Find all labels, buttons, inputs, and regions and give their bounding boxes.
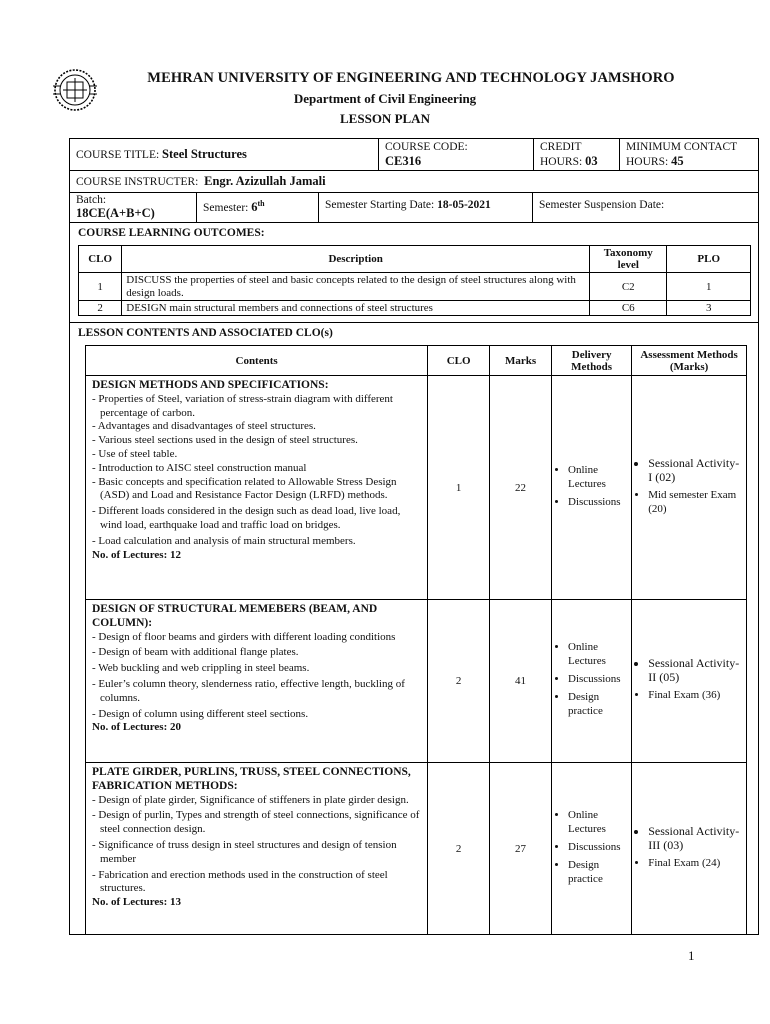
- course-title-label: COURSE TITLE:: [76, 149, 160, 161]
- list-item: • Online Lectures: [568, 808, 627, 836]
- contact-hours-cell: [619, 139, 760, 170]
- table-row: [86, 376, 747, 600]
- delivery-methods: [552, 763, 632, 935]
- lesson-clo: 2: [428, 600, 490, 763]
- delivery-methods: [552, 600, 632, 763]
- list-item: • Design practice: [568, 858, 627, 886]
- semester-superscript: th: [257, 199, 265, 208]
- clo-plo: 1: [667, 273, 751, 301]
- suspension-date-cell: [532, 192, 760, 222]
- clo-plo: 3: [667, 301, 751, 316]
- list-item: - Euler’s column theory, slenderness ratio, effective length, buckling of columns.: [92, 677, 405, 704]
- credit-hours-label: HOURS:: [540, 156, 583, 168]
- lesson-plan-frame: [69, 138, 759, 935]
- list-item: • Discussions: [568, 495, 627, 509]
- lesson-marks: 27: [490, 763, 552, 935]
- list-item: - Basic concepts and specification related to Allowable Stress Design (ASD) and Load and Resistance Factor Design (LRFD) methods.: [92, 475, 397, 502]
- list-item: • Final Exam (24): [648, 856, 742, 870]
- semester-value: 6: [251, 199, 258, 214]
- clo-header-row: [79, 246, 751, 273]
- document-header: [0, 70, 770, 127]
- list-item: • Sessional Activity-I (02): [648, 456, 742, 484]
- list-item: • Sessional Activity-II (05): [648, 656, 742, 684]
- start-date-label: Semester Starting Date:: [325, 199, 435, 211]
- clo-number: 2: [79, 301, 122, 316]
- clo-taxonomy: C6: [590, 301, 667, 316]
- lesson-contents-cell: [86, 763, 428, 935]
- clo-number: 1: [79, 273, 122, 301]
- table-row: [79, 301, 751, 316]
- list-item: - Design of column using different steel sections.: [92, 707, 309, 720]
- batch-value: 18CE(A+B+C): [76, 206, 155, 220]
- lesson-clo: 1: [428, 376, 490, 600]
- lecture-count: No. of Lectures: 13: [92, 896, 181, 909]
- list-item: - Design of purlin, Types and strength of steel connections, significance of steel connection design.: [92, 809, 420, 836]
- credit-hours-value: 03: [585, 154, 598, 168]
- list-item: • Online Lectures: [568, 463, 627, 491]
- list-item: - Significance of truss design in steel structures and design of tension member: [92, 838, 397, 865]
- table-row: [79, 273, 751, 301]
- list-item: • Mid semester Exam (20): [648, 488, 742, 516]
- list-item: • Design practice: [568, 690, 627, 718]
- list-item: - Introduction to AISC steel construction manual: [92, 461, 307, 474]
- plo-col-header: PLO: [667, 246, 751, 273]
- start-date-value: 18-05-2021: [437, 199, 491, 211]
- assessment-col-header: Assessment Methods (Marks): [632, 346, 747, 376]
- list-item: • Final Exam (36): [648, 688, 742, 702]
- lesson-contents-cell: [86, 376, 428, 600]
- instructor-row: [70, 170, 758, 193]
- list-item: - Use of steel table.: [92, 447, 178, 460]
- lesson-topic-title: DESIGN METHODS AND SPECIFICATIONS:: [92, 379, 329, 391]
- list-item: - Different loads considered in the design such as dead load, live load, wind load, earthquake load and traffic load on bridges.: [92, 505, 401, 531]
- semester-label: Semester:: [203, 201, 249, 214]
- clo-table: [78, 245, 751, 316]
- course-info-row: [70, 139, 758, 171]
- credit-label: CREDIT: [540, 141, 582, 153]
- contents-col-header: Contents: [86, 346, 428, 376]
- lesson-marks: 22: [490, 376, 552, 600]
- assessment-methods: [632, 600, 747, 763]
- university-name: MEHRAN UNIVERSITY OF ENGINEERING AND TECHNOLOGY JAMSHORO: [147, 70, 675, 86]
- marks-col-header: Marks: [490, 346, 552, 376]
- list-item: • Online Lectures: [568, 640, 627, 668]
- course-title-value: Steel Structures: [162, 147, 247, 161]
- lesson-topic-title: DESIGN OF STRUCTURAL MEMEBERS (BEAM, AND COLUMN):: [92, 603, 378, 629]
- instructor-cell: [70, 170, 760, 192]
- instructor-value: Engr. Azizullah Jamali: [204, 174, 326, 188]
- clo-description: DISCUSS the properties of steel and basic concepts related to the design of steel structures along with design loads.: [122, 273, 590, 301]
- list-item: - Design of plate girder, Significance of stiffeners in plate girder design.: [92, 793, 409, 806]
- list-item: • Discussions: [568, 840, 627, 854]
- contact-label: MINIMUM CONTACT: [626, 141, 738, 153]
- lecture-count: No. of Lectures: 12: [92, 548, 181, 561]
- list-item: - Fabrication and erection methods used in the construction of steel structures.: [92, 868, 388, 895]
- batch-cell: [70, 192, 196, 222]
- page-number: 1: [688, 948, 695, 963]
- section-divider: [70, 322, 758, 323]
- table-row: [86, 600, 747, 763]
- clo-section-heading: COURSE LEARNING OUTCOMES:: [78, 227, 265, 239]
- course-code-value: CE316: [385, 154, 422, 168]
- list-item: - Design of beam with additional flange plates.: [92, 646, 299, 659]
- clo-col-header: CLO: [79, 246, 122, 273]
- list-item: - Properties of Steel, variation of stress-strain diagram with different percentage of carbon.: [92, 392, 393, 419]
- department-name: Department of Civil Engineering: [293, 91, 477, 106]
- document-title: LESSON PLAN: [340, 111, 430, 126]
- contact-hours-label: HOURS:: [626, 156, 669, 168]
- clo-taxonomy: C2: [590, 273, 667, 301]
- semester-cell: [196, 192, 318, 222]
- taxonomy-col-header: Taxonomy level: [590, 246, 667, 273]
- table-row: [86, 763, 747, 935]
- credit-hours-cell: [533, 139, 619, 170]
- lesson-section-heading: LESSON CONTENTS AND ASSOCIATED CLO(s): [78, 327, 333, 339]
- list-item: • Sessional Activity-III (03): [648, 824, 742, 852]
- lesson-clo: 2: [428, 763, 490, 935]
- lesson-marks: 41: [490, 600, 552, 763]
- lesson-header-row: [86, 346, 747, 376]
- course-code-cell: [378, 139, 533, 170]
- lecture-count: No. of Lectures: 20: [92, 721, 181, 734]
- list-item: - Advantages and disadvantages of steel structures.: [92, 420, 316, 433]
- lesson-contents-cell: [86, 600, 428, 763]
- assessment-methods: [632, 376, 747, 600]
- delivery-col-header: Delivery Methods: [552, 346, 632, 376]
- delivery-methods: [552, 376, 632, 600]
- list-item: - Web buckling and web crippling in steel beams.: [92, 662, 310, 675]
- contact-hours-value: 45: [671, 154, 684, 168]
- list-item: - Design of floor beams and girders with different loading conditions: [92, 630, 396, 643]
- list-item: - Load calculation and analysis of main structural members.: [92, 534, 356, 547]
- clo-col-header: CLO: [428, 346, 490, 376]
- course-title-cell: [70, 139, 378, 170]
- suspension-date-label: Semester Suspension Date:: [539, 199, 665, 211]
- course-code-label: COURSE CODE:: [385, 141, 468, 153]
- list-item: - Various steel sections used in the design of steel structures.: [92, 434, 358, 447]
- lesson-contents-table: [85, 345, 747, 935]
- instructor-label: COURSE INSTRUCTER:: [76, 176, 199, 188]
- batch-label: Batch:: [76, 194, 107, 206]
- batch-row: [70, 192, 758, 223]
- clo-description: DESIGN main structural members and connections of steel structures: [122, 301, 590, 316]
- description-col-header: Description: [122, 246, 590, 273]
- assessment-methods: [632, 763, 747, 935]
- lesson-topic-title: PLATE GIRDER, PURLINS, TRUSS, STEEL CONNECTIONS, FABRICATION METHODS:: [92, 766, 411, 792]
- list-item: • Discussions: [568, 672, 627, 686]
- start-date-cell: [318, 192, 532, 222]
